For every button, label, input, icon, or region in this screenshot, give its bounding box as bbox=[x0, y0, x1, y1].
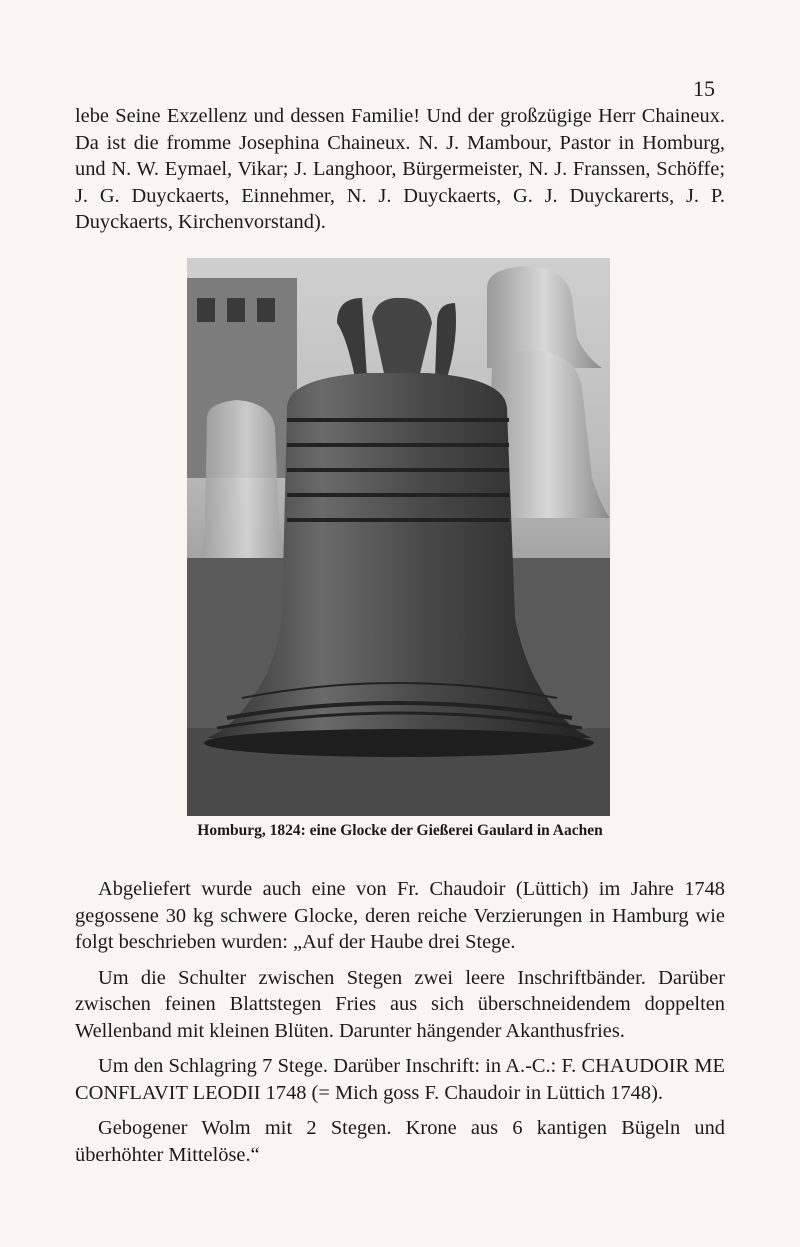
figure-caption: Homburg, 1824: eine Glocke der Gießerei Gaulard in Aachen bbox=[197, 822, 603, 839]
body-paragraph: Gebogener Wolm mit 2 Stegen. Krone aus 6 kantigen Bügeln und überhöhter Mittelöse.“ bbox=[75, 1117, 725, 1166]
page-number: 15 bbox=[693, 76, 715, 101]
body-text bbox=[75, 876, 725, 1177]
body-paragraph: Um die Schulter zwischen Stegen zwei leere Inschriftbänder. Darüber zwischen feinen Blattstegen Fries aus sich überschneidendem doppelten Wellenband mit kleinen Blüten. Darunter hängender Akanthusfries. bbox=[75, 966, 725, 1042]
intro-paragraph: lebe Seine Exzellenz und dessen Familie! Und der großzügige Herr Chaineux. Da ist die fromme Josephina Chaineux. N. J. Mambour, Pastor in Homburg, und N. W. Eymael, Vikar; J. Langhoor, Bürgermeister, N. J. Franssen, Schöffe; J. G. Duyckaerts, Einnehmer, N. J. Duyckaerts, G. J. Duyckarerts, J. P. Duyckaerts, Kirchenvorstand). bbox=[75, 105, 725, 233]
bell-photo bbox=[187, 258, 610, 816]
body-paragraph: Abgeliefert wurde auch eine von Fr. Chaudoir (Lüttich) im Jahre 1748 gegossene 30 kg schwere Glocke, deren reiche Verzierungen in Hamburg wie folgt beschrieben wurden: „Auf der Haube drei Stege. bbox=[75, 878, 725, 953]
intro-text bbox=[75, 103, 725, 245]
body-paragraph: Um den Schlagring 7 Stege. Darüber Inschrift: in A.-C.: F. CHAUDOIR ME CONFLAVIT LEODII 1748 (= Mich goss F. Chaudoir in Lüttich 1748). bbox=[75, 1055, 725, 1104]
